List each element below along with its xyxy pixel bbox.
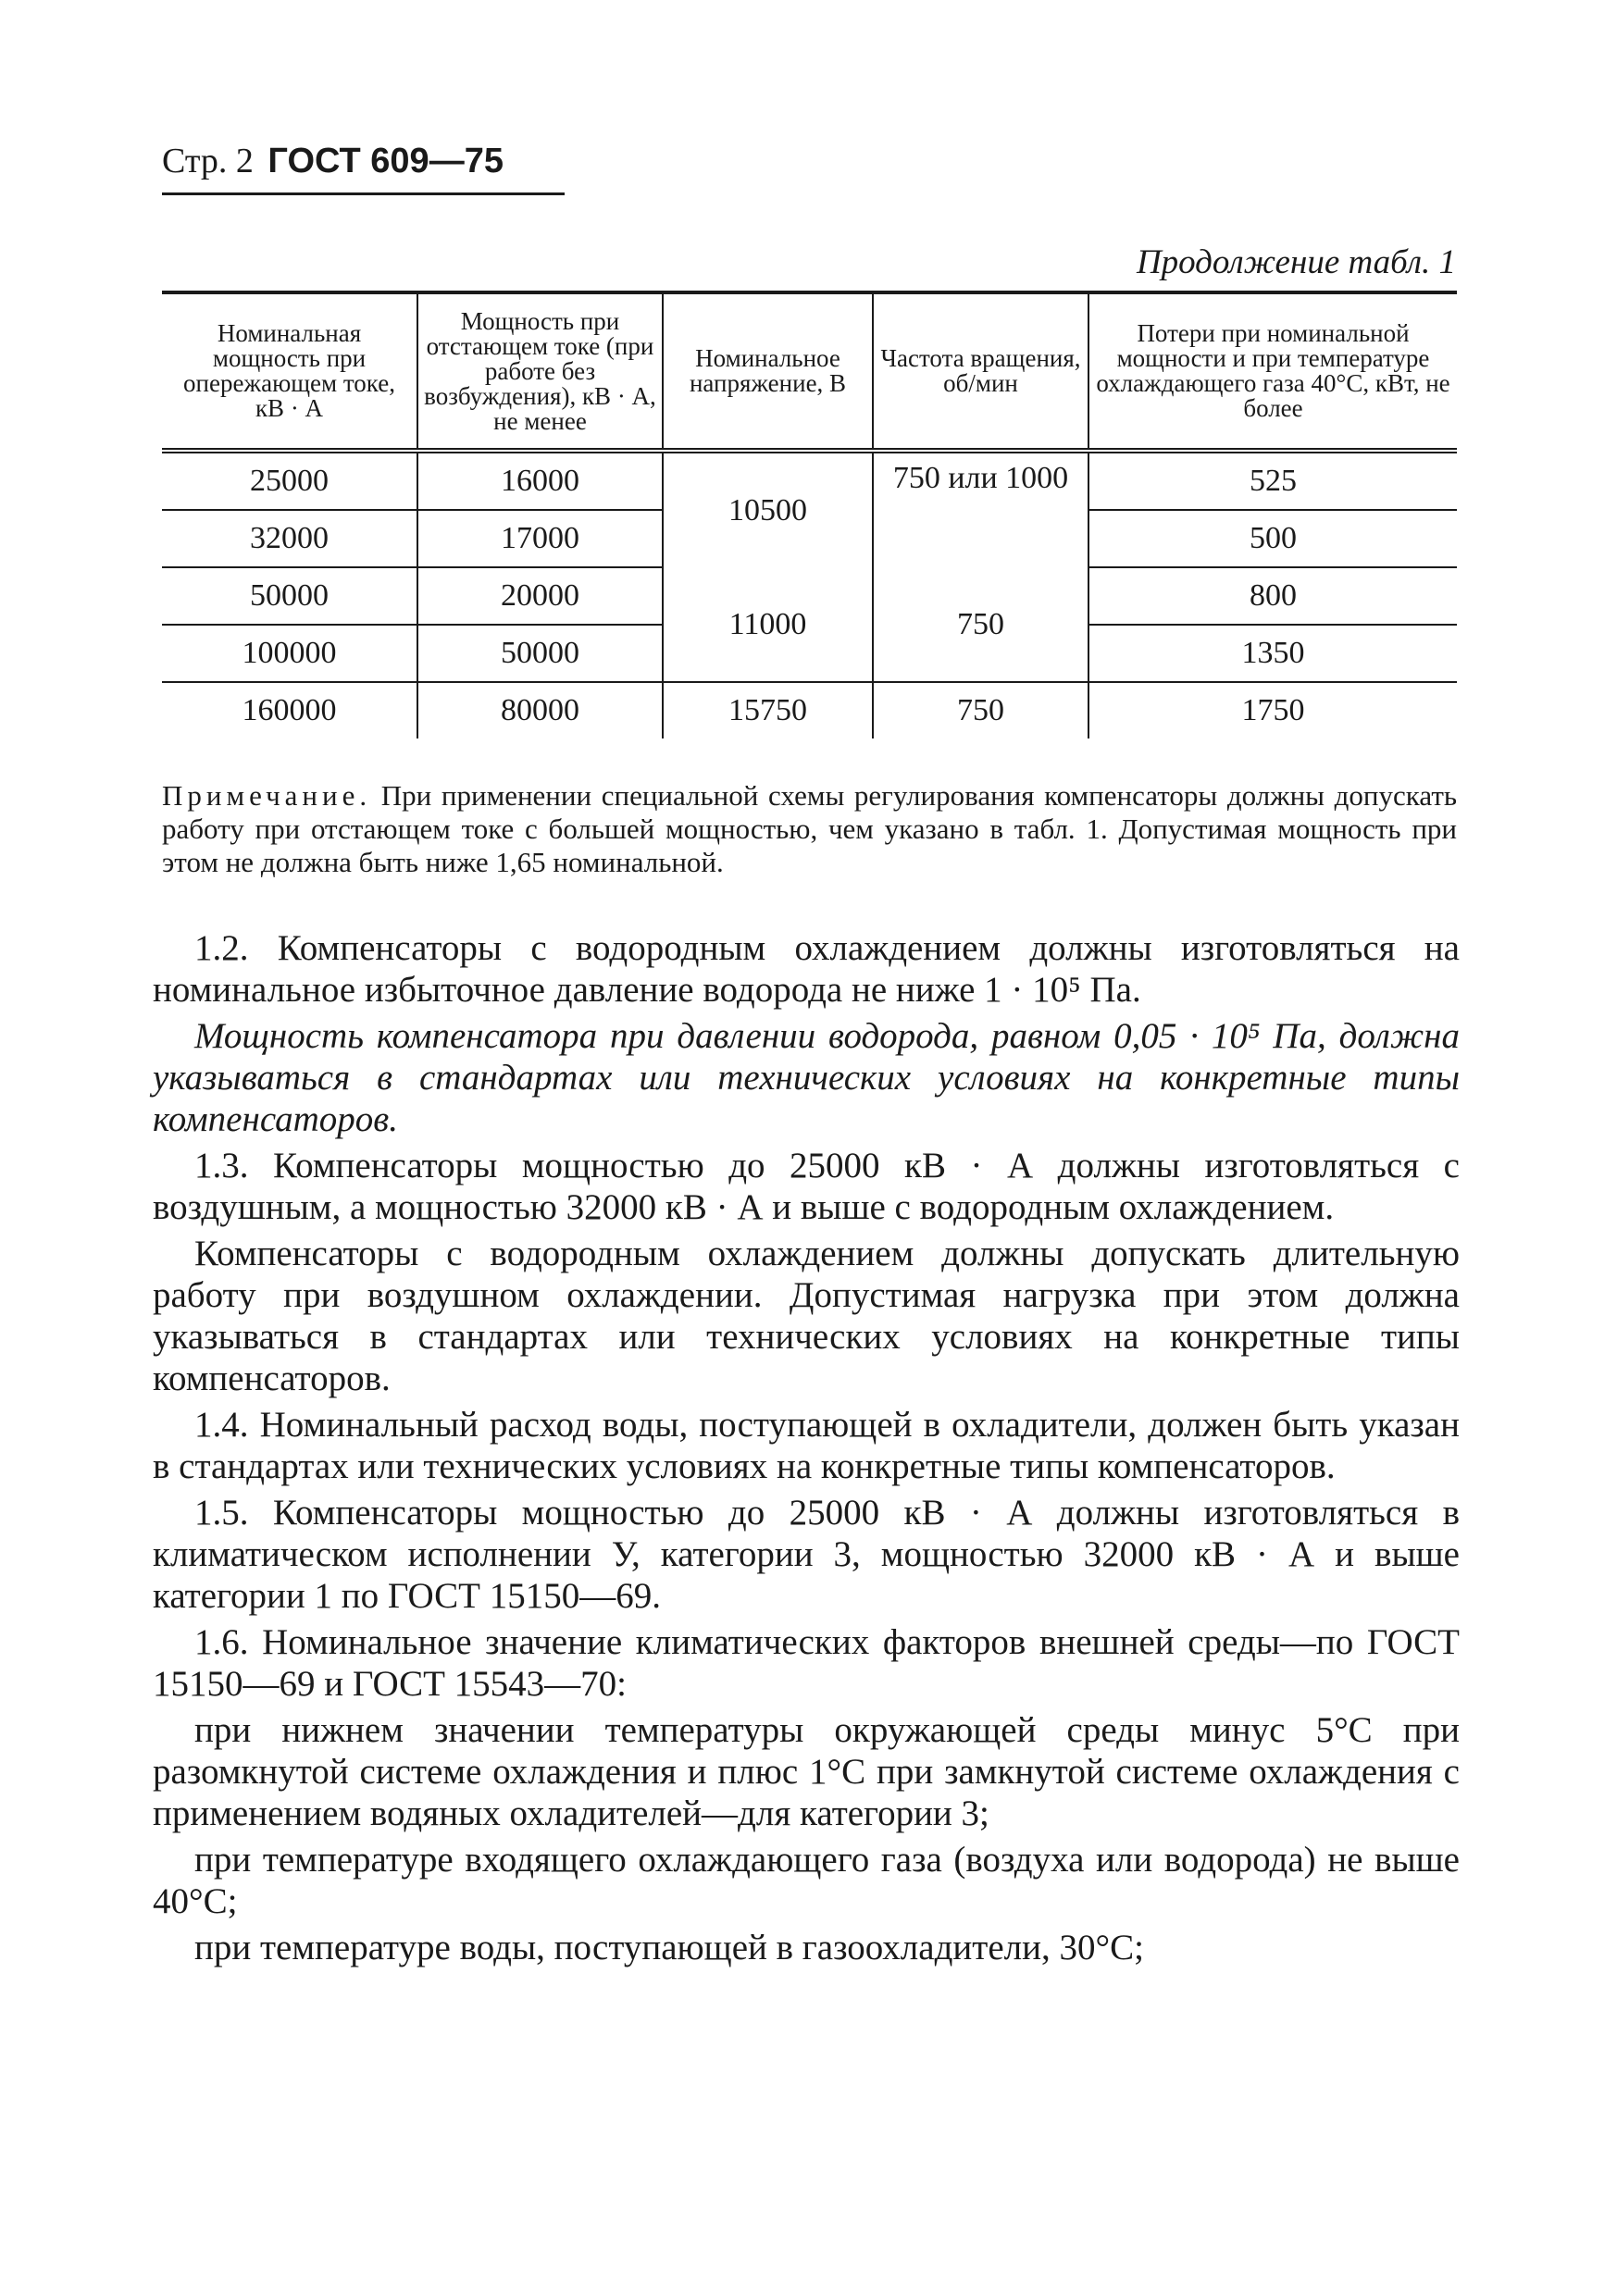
note-text: При применении специальной схемы регулирования компенсаторы должны допускать работу при отстающем токе с большей мощностью, чем указано в табл. 1. Допустимая мощность при этом не должна быть ниже 1,65 номинальной. <box>162 779 1457 878</box>
paragraph-power-at-pressure: Мощность компенсатора при давлении водорода, равном 0,05 · 10⁵ Па, должна указываться в стандартах или технических условиях на конкретные типы компенсаторов. <box>153 1016 1460 1139</box>
table-cell: 500 <box>1088 510 1457 567</box>
paragraph-air-cooling: Компенсаторы с водородным охлаждением должны допускать длительную работу при воздушном охлаждении. Допустимая нагрузка при этом должна указываться в стандартах или технических условиях на конкретные типы компенсаторов. <box>153 1234 1460 1398</box>
table-cell: 17000 <box>417 510 663 567</box>
paragraph-1-6: 1.6. Номинальное значение климатических факторов внешней среды—по ГОСТ 15150—69 и ГОСТ 15543—70: <box>153 1622 1460 1704</box>
table-cell: 20000 <box>417 567 663 625</box>
table-note <box>162 779 1457 879</box>
table-cell: 1750 <box>1088 682 1457 738</box>
table-cell: 25000 <box>162 451 417 510</box>
table-cell: 100000 <box>162 625 417 682</box>
specs-table <box>162 291 1457 738</box>
table-cell: 80000 <box>417 682 663 738</box>
document-body <box>153 927 1460 1973</box>
table-cell: 50000 <box>417 625 663 682</box>
table-cell: 16000 <box>417 451 663 510</box>
table-cell: 32000 <box>162 510 417 567</box>
paragraph-1-2: 1.2. Компенсаторы с водородным охлаждением должны изготовляться на номинальное избыточное давление водорода не ниже 1 · 10⁵ Па. <box>153 928 1460 1010</box>
paragraph-min-temperature: при нижнем значении температуры окружающей среды минус 5°С при разомкнутой системе охлаждения и плюс 1°С при замкнутой системе охлаждения с применением водяных охладителей—для категории 3; <box>153 1710 1460 1833</box>
table-header-row <box>162 292 1457 451</box>
table-cell: 1350 <box>1088 625 1457 682</box>
paragraph-1-5: 1.5. Компенсаторы мощностью до 25000 кВ · А должны изготовляться в климатическом исполнении У, категории 3, мощностью 32000 кВ · А и выше категории 1 по ГОСТ 15150—69. <box>153 1493 1460 1616</box>
table-row <box>162 567 1457 625</box>
table-cell: 750 <box>873 567 1088 682</box>
table-cell: 11000 <box>663 567 873 682</box>
table-continuation-caption: Продолжение табл. 1 <box>1136 243 1456 281</box>
paragraph-gas-temperature: при температуре входящего охлаждающего газа (воздуха или водорода) не выше 40°С; <box>153 1840 1460 1921</box>
table-cell: 10500 <box>663 451 873 567</box>
col-header-voltage: Номинальное напряжение, В <box>663 292 873 451</box>
paragraph-1-3: 1.3. Компенсаторы мощностью до 25000 кВ · А должны изготовляться с воздушным, а мощностью 32000 кВ · А и выше с водородным охлаждением. <box>153 1146 1460 1227</box>
standard-number: ГОСТ 609—75 <box>267 142 504 180</box>
col-header-speed: Частота вращения, об/мин <box>873 292 1088 451</box>
table-cell: 15750 <box>663 682 873 738</box>
col-header-losses: Потери при номинальной мощности и при температуре охлаждающего газа 40°С, кВт, не более <box>1088 292 1457 451</box>
note-label: Примечание. <box>162 779 372 812</box>
table-row <box>162 451 1457 510</box>
page-number: Стр. 2 <box>162 142 254 180</box>
table-cell: 750 или 1000 <box>873 451 1088 567</box>
table-cell: 50000 <box>162 567 417 625</box>
page-header <box>162 141 504 181</box>
table-cell: 750 <box>873 682 1088 738</box>
paragraph-water-temperature: при температуре воды, поступающей в газоохладители, 30°С; <box>194 1928 1144 1967</box>
paragraph-1-4: 1.4. Номинальный расход воды, поступающей в охладители, должен быть указан в стандартах или технических условиях на конкретные типы компенсаторов. <box>153 1405 1460 1486</box>
table-cell: 160000 <box>242 693 337 727</box>
table-cell: 525 <box>1088 451 1457 510</box>
col-header-lead-power: Номинальная мощность при опережающем токе, кВ · А <box>183 319 395 422</box>
header-rule <box>162 192 565 195</box>
table-cell: 800 <box>1088 567 1457 625</box>
col-header-lag-power: Мощность при отстающем токе (при работе без возбуждения), кВ · А, не менее <box>417 292 663 451</box>
table-row <box>162 682 1457 738</box>
